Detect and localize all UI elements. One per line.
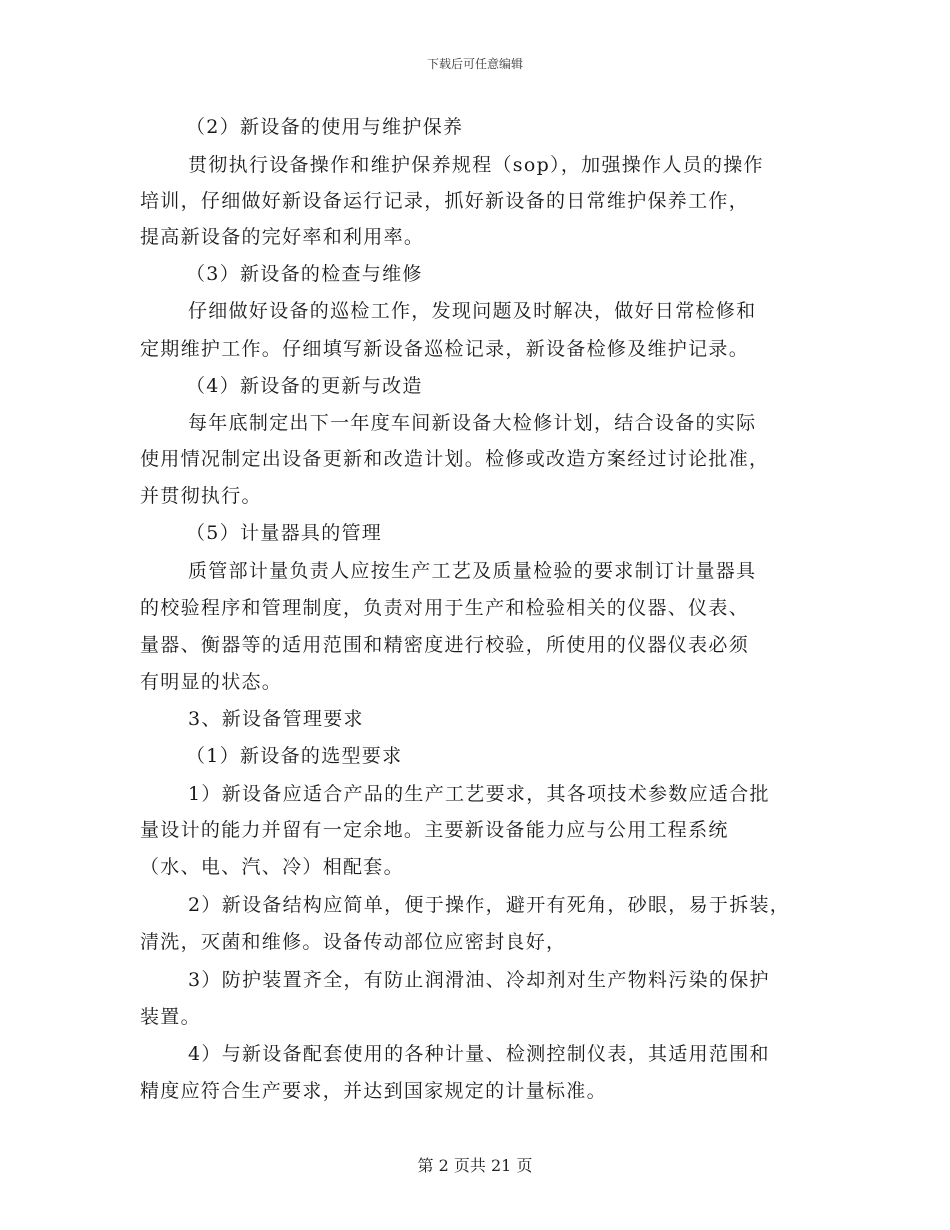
paragraph-line: 每年底制定出下一年度车间新设备大检修计划，结合设备的实际 [188, 412, 757, 434]
subsection-heading: （4）新设备的更新与改造 [186, 375, 423, 397]
paragraph-line: 仔细做好设备的巡检工作，发现问题及时解决，做好日常检修和 [188, 300, 757, 322]
page-header: 下载后可任意编辑 [426, 57, 523, 71]
paragraph-line: 的校验程序和管理制度，负责对用于生产和检验相关的仪器、仪表、 [140, 597, 750, 619]
paragraph-line: 质管部计量负责人应按生产工艺及质量检验的要求制订计量器具 [188, 560, 757, 582]
paragraph-line: 精度应符合生产要求，并达到国家规定的计量标准。 [140, 1080, 607, 1102]
paragraph-line: 并贯彻执行。 [140, 485, 262, 507]
section-heading: 3、新设备管理要求 [188, 708, 364, 730]
paragraph-line: 清洗，灭菌和维修。设备传动部位应密封良好， [140, 931, 567, 953]
paragraph-line: 有明显的状态。 [140, 671, 283, 693]
subsection-heading: （2）新设备的使用与维护保养 [186, 116, 464, 138]
subsection-heading: （5）计量器具的管理 [186, 522, 383, 544]
paragraph-line: 2）新设备结构应简单，便于操作，避开有死角，砂眼，易于拆装， [188, 894, 791, 916]
page-footer: 第 2 页共 21 页 [417, 1156, 533, 1175]
paragraph-line: （水、电、汽、冷）相配套。 [140, 856, 404, 878]
paragraph-line: 提高新设备的完好率和利用率。 [140, 226, 425, 248]
paragraph-line: 量器、衡器等的适用范围和精密度进行校验，所使用的仪器仪表必须 [140, 634, 750, 656]
paragraph-line: 定期维护工作。仔细填写新设备巡检记录，新设备检修及维护记录。 [140, 338, 750, 360]
paragraph-line: 4）与新设备配套使用的各种计量、检测控制仪表，其适用范围和 [188, 1043, 770, 1065]
paragraph-line: 3）防护装置齐全，有防止润滑油、冷却剂对生产物料污染的保护 [188, 969, 770, 991]
paragraph-line: 量设计的能力并留有一定余地。主要新设备能力应与公用工程系统 [140, 819, 729, 841]
paragraph-line: 装置。 [140, 1006, 201, 1028]
paragraph-line: 贯彻执行设备操作和维护保养规程（sop），加强操作人员的操作 [188, 154, 764, 176]
paragraph-line: 1）新设备应适合产品的生产工艺要求，其各项技术参数应适合批 [188, 783, 770, 805]
paragraph-line: 培训，仔细做好新设备运行记录，抓好新设备的日常维护保养工作， [140, 190, 750, 212]
subsection-heading: （1）新设备的选型要求 [186, 745, 403, 767]
paragraph-line: 使用情况制定出设备更新和改造计划。检修或改造方案经过讨论批准， [140, 448, 770, 470]
subsection-heading: （3）新设备的检查与维修 [186, 263, 423, 285]
